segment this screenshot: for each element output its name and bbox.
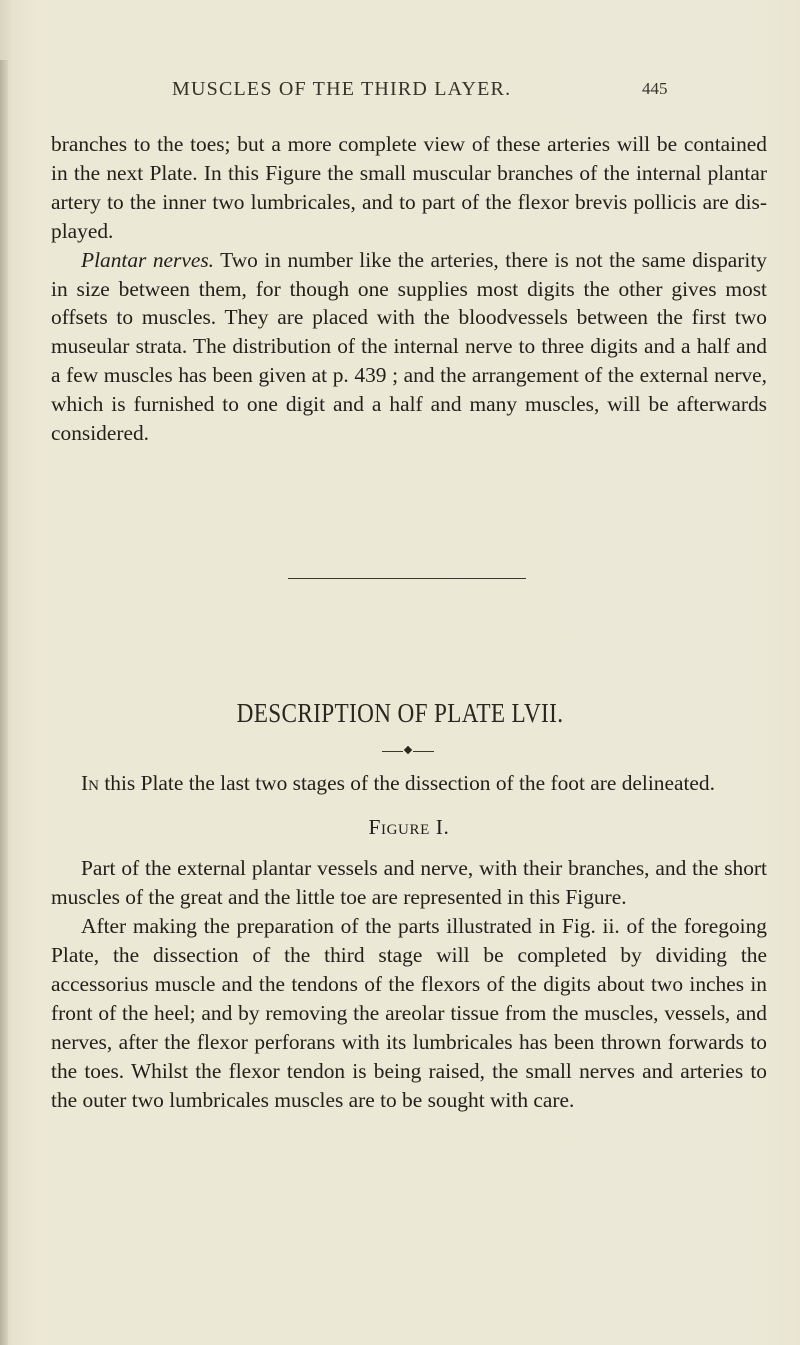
ornament-divider — [382, 746, 434, 756]
plantar-nerves-lead: Plantar nerves. — [81, 247, 215, 272]
running-head: MUSCLES OF THE THIRD LAYER. — [172, 78, 512, 100]
page-header — [0, 78, 800, 108]
section-divider-rule — [288, 578, 526, 579]
paragraph-plantar-nerves — [51, 246, 767, 448]
ornament-line-right — [413, 751, 434, 752]
intro-text: this Plate the last two stages of the dissection of the foot are delineated. — [98, 771, 715, 795]
plantar-nerves-text: Two in number like the arteries, there is not the same disparity in size between them, for though one supplies most digits the other gives most offsets to muscles. They are placed with the bloodvessels between the first two museular strata. The distribution of the internal nerve to three digits and a half and a few muscles has been given at p. 439 ; and the arrangement of the external nerve, which is furnished to one digit and a half and many muscles, will be afterwards considered. — [51, 247, 767, 446]
plate-title: DESCRIPTION OF PLATE LVII. — [236, 698, 564, 728]
section-plate-description — [51, 769, 767, 1115]
paragraph-dissection: After making the preparation of the parts illustrated in Fig. ii. of the foregoing Plate, the dissection of the third stage will be completed by dividing the accessorius muscle and the tendons of the flexors of the digits about two inches in front of the heel; and by removing the areolar tissue from the muscles, vessels, and nerves, after the flexor perforans with its lumbricales has been thrown forwards to the toes. Whilst the flexor tendon is being raised, the small nerves and arteries to the outer two lumbricales muscles are to be sought with care. — [51, 914, 767, 1112]
intro-lead-word: In — [81, 771, 99, 795]
paragraph-arteries: branches to the toes; but a more complete view of these arteries will be contained in the next Plate. In this Figure the small muscular branches of the internal plantar artery to the inner two lumbricales, and to part of the flexor brevis pollicis are dis-played. — [51, 132, 767, 243]
page-number: 445 — [642, 79, 668, 98]
ornament-line-left — [382, 751, 403, 752]
diamond-icon — [404, 746, 412, 754]
figure-heading: Figure I. — [368, 815, 450, 839]
page-binding-shadow — [0, 60, 8, 1345]
paragraph-figure-summary: Part of the external plantar vessels and nerve, with their branches, and the short muscles of the great and the little toe are represented in this Figure. — [51, 856, 767, 909]
paragraph-plate-intro — [51, 769, 767, 798]
section-arteries-nerves — [51, 130, 767, 448]
